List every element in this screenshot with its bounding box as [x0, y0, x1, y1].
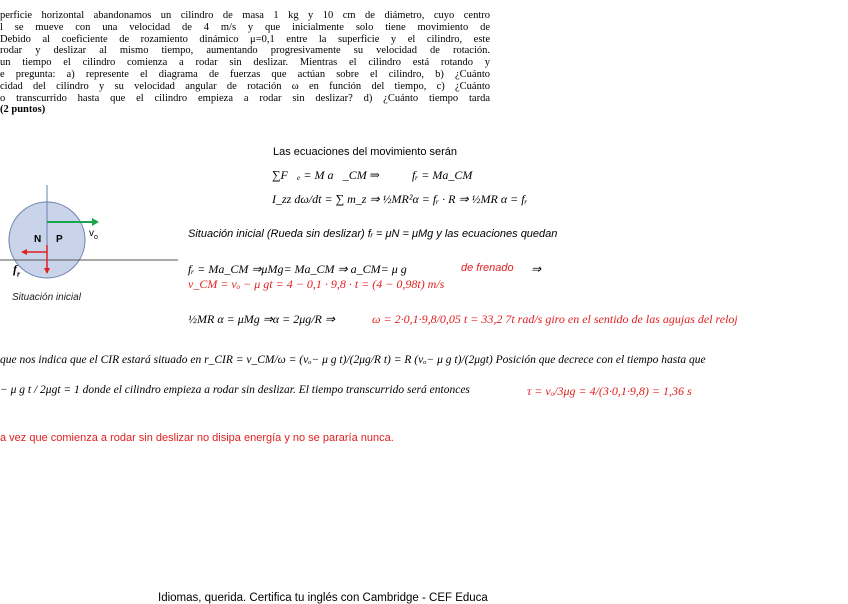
problem-line: e pregunta: a) represente el diagrama de fuerzas que actúan sobre el cilindro, b) ¿Cuánto	[0, 68, 490, 80]
label-p: P	[56, 234, 63, 245]
energy-note: a vez que comienza a rodar sin deslizar no disipa energía y no se pararía nunca.	[0, 432, 394, 444]
initial-situation: Situación inicial (Rueda sin deslizar) fᵣ = μN = μMg y las ecuaciones quedan	[188, 228, 558, 240]
equation-cir: que nos indica que el CIR estará situado en r_CIR = v_CM/ω = (vₒ− μ g t)/(2μg/R t) = R (vₒ− μ g t)/(2μgt) Posición que decrece con el tiempo hasta que	[0, 354, 706, 366]
label-friction: $f_r$	[13, 262, 21, 279]
arrow-implies: ⇒	[531, 262, 542, 276]
footer-ad-link[interactable]: Idiomas, querida. Certifica tu inglés con Cambridge - CEF Educa	[158, 592, 488, 604]
equation-acceleration: fᵣ = Ma_CM ⇒μMg= Ma_CM ⇒ a_CM= μ g	[188, 262, 407, 276]
problem-statement	[0, 10, 490, 116]
equation-velocity: v_CM = vₒ − μ gt = 4 − 0,1 · 9,8 · t = (4 − 0,98t) m/s	[188, 277, 445, 291]
velocity-arrowhead	[92, 218, 99, 226]
equation-newton: ∑F⃗ₑ = M a⃗_CM ⇒	[272, 168, 380, 182]
problem-line: rodar y deslizar al mismo tiempo, aumentando progresivamente su velocidad de rotación.	[0, 45, 490, 57]
problem-line: Debido al coeficiente de rozamiento dinámico μ=0,1 entre la superficie y el cilindro, este	[0, 33, 490, 45]
problem-line: l se mueve con una velocidad de 4 m/s y que inicialmente solo tiene movimiento de	[0, 21, 490, 33]
problem-line: perficie horizontal abandonamos un cilindro de masa 1 kg y 10 cm de diámetro, cuyo centro	[0, 10, 490, 21]
problem-line: cidad del cilindro y su velocidad angular de rotación ω en función del tiempo, c) ¿Cuánto	[0, 80, 490, 92]
problem-line: o transcurrido hasta que el cilindro empieza a rodar sin deslizar? d) ¿Cuánto tiempo tarda	[0, 92, 490, 104]
equation-friction: fᵣ = Ma_CM	[412, 168, 473, 182]
label-braking: de frenado	[461, 262, 514, 274]
equation-rotation: I_zz dω/dt = ∑ m_z ⇒ ½MR²α = fᵣ · R ⇒ ½MR α = fᵣ	[272, 192, 528, 206]
problem-points: (2 puntos)	[0, 104, 46, 116]
diagram-caption: Situación inicial	[12, 292, 81, 303]
solution-intro: Las ecuaciones del movimiento serán	[273, 146, 458, 158]
problem-line: un tiempo el cilindro comienza a rodar sin deslizar. Mientras el cilindro está rotando y	[0, 57, 490, 69]
label-n: N	[34, 234, 42, 245]
equation-condition: − μ g t / 2μgt = 1 donde el cilindro empieza a rodar sin deslizar. El tiempo transcurrido será entonces	[0, 384, 470, 396]
equation-time: τ = vₒ/3μg = 4/(3·0,1·9,8) = 1,36 s	[527, 384, 692, 398]
equation-angular: ½MR α = μMg ⇒α = 2μg/R ⇒	[188, 312, 335, 326]
equation-omega: ω = 2·0,1·9,8/0,05 t = 33,2 7t rad/s giro en el sentido de las agujas del reloj	[372, 312, 738, 326]
label-velocity: $v_o$	[89, 228, 98, 241]
